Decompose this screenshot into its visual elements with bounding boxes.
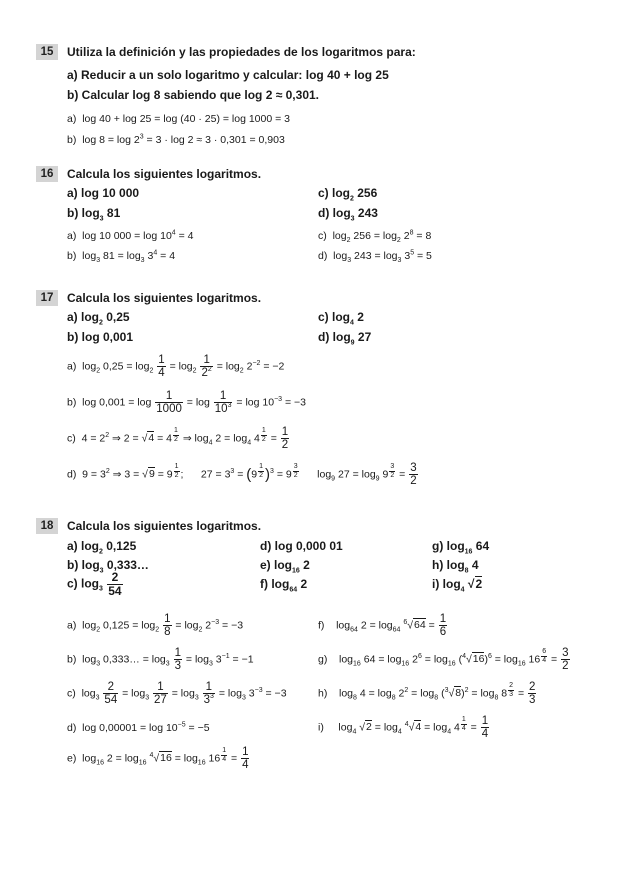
exercise-title: Utiliza la definición y las propiedades de los logaritmos para:	[67, 45, 416, 59]
answer-d: d) $\log_3 243 = \log_3 3^5 = 5$	[318, 249, 432, 265]
answer-label: b)	[67, 134, 77, 146]
answer-a: a) $\log_2 0,25 = \log_2$ $\frac{1}{4}$ = $\log_2$ $\frac{1}{2^2}$ = $\log_2 2^{-2} = -2$	[67, 354, 285, 380]
question-d: d) log 0,000 01	[260, 539, 343, 553]
exercise-number: 17	[36, 290, 58, 306]
question-b	[67, 88, 319, 102]
answer-text: log 40 + log 25 = log (40 · 25) = log 1000 = 3	[82, 113, 291, 125]
answer-d: d) $9 = 3^2$ ⇒ 3 = √9 = 9 $^{\frac{1}{2}}$ ; $27 = 3^3 = (9$ $^{\frac{1}{2}}$ )$^3$ = 9 $^{\frac{3}{2}}$ $\log_9 27 = \log_9 9$ $^{\frac{3}{2}}$ = $\frac{3}{2}$	[67, 462, 417, 488]
exercise-number: 16	[36, 166, 58, 182]
fraction: $\frac{3}{2}$	[410, 462, 417, 488]
answer-b: b) log 0,001 = log $\frac{1}{1000}$ = log $\frac{1}{10^3}$ = $\log 10^{-3} = -3$	[67, 390, 306, 416]
exercise-title: Calcula los siguientes logaritmos.	[67, 291, 262, 305]
question-label: a)	[67, 68, 78, 82]
answer-b	[67, 134, 285, 146]
question-c: c) $\log_4 2$	[318, 310, 364, 327]
question-text: Reducir a un solo logaritmo y calcular: log 40 + log 25	[81, 68, 389, 82]
answer-label: a)	[67, 113, 77, 125]
question-c: c) $\log_2 256$	[318, 186, 378, 203]
answer-a	[67, 113, 290, 125]
question-a: a) $\log_2 0,25$	[67, 310, 130, 327]
exercise-number: 15	[36, 44, 58, 60]
question-text: Calcular log 8 sabiendo que log 2 ≈ 0,301.	[81, 88, 319, 102]
answer-f: f) $\log_{64} 2 = \log_{64} ^6√64$ = $\frac{1}{6}$	[318, 613, 447, 639]
answer-c: c) $\log_3$ $\frac{2}{54}$ = $\log_3$ $\frac{1}{27}$ = $\log_3$ $\frac{1}{3^3}$ = $\log_3 3^{-3} = -3$	[67, 681, 287, 707]
question-d: d) $\log_3 243$	[318, 206, 378, 223]
answer-d: d) $\log 0,00001 = \log 10^{-5} = -5$	[67, 721, 210, 734]
fraction: $\frac{1}{2^2}$	[201, 354, 212, 380]
question-e: e) $\log_{16} 2$	[260, 558, 310, 575]
fraction: $\frac{1}{2}$	[281, 426, 289, 452]
question-a: a) log 10 000	[67, 186, 140, 200]
question-b: b) $\log_3$ 0,333…	[67, 558, 149, 575]
answer-b: b) $\log_3 81 = \log_3 3^4 = 4$	[67, 249, 176, 265]
exercise-number: 18	[36, 518, 58, 534]
question-a: a) $\log_2 0,125$	[67, 539, 137, 556]
question-c: c) $\log_3$ $\frac{2}{54}$	[67, 570, 122, 598]
answer-i: i) $\log_4 √2 = \log_4 ^4√4 = \log_4 4$ $^{\frac{1}{4}}$ = $\frac{1}{4}$	[318, 715, 489, 741]
answer-h: h) $\log_8 4 = \log_8 2^2 = \log_8 (^3√8)^2 = \log_8 8$ $^{\frac{2}{3}}$ = $\frac{2}{3}$	[318, 681, 536, 707]
question-label: b)	[67, 88, 79, 102]
exercise-title: Calcula los siguientes logaritmos.	[67, 167, 262, 181]
question-f: f) $\log_{64} 2$	[260, 577, 308, 594]
answer-b: b) $\log_3$ 0,333… = $\log_3$ $\frac{1}{3}$ = $\log_3 3^{-1} = -1$	[67, 647, 254, 673]
question-i: i) $\log_4 √2$	[432, 577, 483, 594]
question-a	[67, 68, 389, 82]
exercise-title: Calcula los siguientes logaritmos.	[67, 519, 262, 533]
answer-a: a) log 10 $000 = \log 10^4 = 4$	[67, 229, 194, 242]
fraction: $\frac{1}{4}$	[158, 354, 165, 380]
answer-e: e) $\log_{16} 2 = \log_{16} ^4√16 = \log_{16} 16$ $^{\frac{1}{4}}$ = $\frac{1}{4}$	[67, 746, 249, 772]
question-h: h) $\log_8 4$	[432, 558, 479, 575]
question-b: b) $\log_3 81$	[67, 206, 121, 223]
fraction: $\frac{1}{10^3}$	[214, 390, 232, 416]
answer-c: c) $\log_2 256 = \log_2 2^8 = 8$	[318, 229, 432, 245]
question-d: d) $\log_9 27$	[318, 330, 372, 347]
answer-g: g) $\log_{16} 64 = \log_{16} 2^6 = \log_{16} (^4√16)^6 = \log_{16} 16$ $^{\frac{6}{4}}$ = $\frac{3}{2}$	[318, 647, 569, 673]
answer-text: $\log 8 = \log 2^3 = 3 \cdot \log 2 \approx 3 \cdot 0,301 = 0,903$	[82, 133, 285, 146]
question-g: g) $\log_{16} 64$	[432, 539, 490, 556]
answer-a: a) $\log_2 0,125 = \log_2$ $\frac{1}{8}$ = $\log_2 2^{-3} = -3$	[67, 613, 244, 639]
fraction: $\frac{1}{1000}$	[156, 390, 182, 416]
answer-c: c) $4 = 2^2$ ⇒ 2 = √4 = 4 $^{\frac{1}{2}}$ ⇒ $\log_4 2 = \log_4 4$ $^{\frac{1}{2}}$ = $\frac{1}{2}$	[67, 426, 289, 452]
question-b: b) log 0,001	[67, 330, 134, 344]
